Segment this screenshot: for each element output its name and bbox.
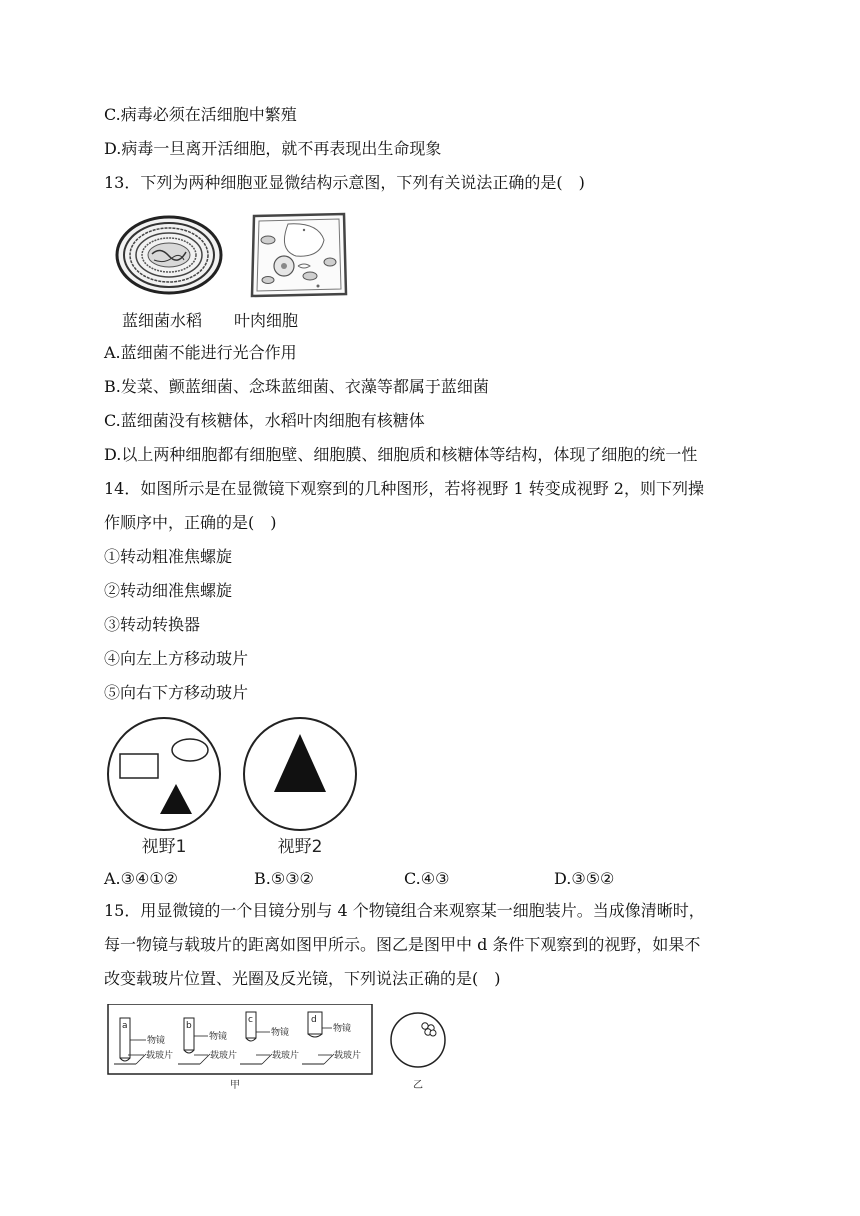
rectangle-shape <box>120 754 158 778</box>
q14-step-3: ③转动转换器 <box>104 615 201 634</box>
q13-option-b: B.发菜、颤蓝细菌、念珠蓝细菌、衣藻等都属于蓝细菌 <box>104 377 489 396</box>
view-1-field <box>108 718 220 830</box>
cyanobacteria-figure <box>114 214 224 296</box>
q14-stem-line-1: 14．如图所示是在显微镜下观察到的几种图形，若将视野 1 转变成视野 2，则下列操 <box>104 479 704 498</box>
figure-yi-label: 乙 <box>413 1080 423 1091</box>
q14-option-b: B.⑤③② <box>254 869 314 888</box>
q12-option-c: C.病毒必须在活细胞中繁殖 <box>104 105 297 124</box>
view-1-label: 视野1 <box>141 837 187 857</box>
cell-1 <box>422 1023 428 1029</box>
q15-stem-line-1: 15．用显微镜的一个目镜分别与 4 个物镜组合来观察某一细胞装片。当成像清晰时， <box>104 901 705 920</box>
svg-text:载玻片: 载玻片 <box>210 1051 238 1061</box>
field-of-view-figure-yi <box>388 1010 448 1094</box>
svg-text:物镜: 物镜 <box>209 1032 228 1042</box>
q14-option-c: C.④③ <box>404 869 450 888</box>
ellipse-shape <box>172 739 208 761</box>
q14-option-d: D.③⑤② <box>554 869 615 888</box>
svg-text:b: b <box>186 1021 192 1031</box>
view-2-field <box>244 718 356 830</box>
svg-text:d: d <box>311 1015 317 1025</box>
q13-figure-caption: 蓝细菌水稻 叶肉细胞 <box>122 311 299 330</box>
svg-text:载玻片: 载玻片 <box>334 1051 362 1061</box>
view-2-label: 视野2 <box>277 837 323 857</box>
svg-text:载玻片: 载玻片 <box>272 1051 300 1061</box>
svg-text:物镜: 物镜 <box>147 1036 166 1046</box>
cell-4 <box>430 1030 436 1036</box>
q14-stem-line-2: 作顺序中，正确的是( ) <box>104 513 277 532</box>
microscope-views-figure <box>104 712 364 860</box>
q15-stem-line-3: 改变载玻片位置、光圈及反光镜，下列说法正确的是( ) <box>104 969 501 988</box>
objective-distance-figure-jia <box>106 1004 376 1094</box>
q14-step-4: ④向左上方移动玻片 <box>104 649 249 668</box>
svg-text:载玻片: 载玻片 <box>146 1051 174 1061</box>
q13-option-c: C.蓝细菌没有核糖体，水稻叶肉细胞有核糖体 <box>104 411 425 430</box>
q14-step-2: ②转动细准焦螺旋 <box>104 581 233 600</box>
figure-jia-label: 甲 <box>230 1080 240 1091</box>
svg-text:c: c <box>248 1015 253 1025</box>
q14-option-a: A.③④①② <box>104 869 179 888</box>
svg-text:物镜: 物镜 <box>271 1028 290 1038</box>
q12-option-d: D.病毒一旦离开活细胞，就不再表现出生命现象 <box>104 139 442 158</box>
svg-text:物镜: 物镜 <box>333 1024 352 1034</box>
q13-option-a: A.蓝细菌不能进行光合作用 <box>104 343 297 362</box>
q13-option-d: D.以上两种细胞都有细胞壁、细胞膜、细胞质和核糖体等结构，体现了细胞的统一性 <box>104 445 698 464</box>
q14-step-1: ①转动粗准焦螺旋 <box>104 547 233 566</box>
leaf-mesophyll-cell-figure <box>248 210 350 300</box>
q13-stem: 13．下列为两种细胞亚显微结构示意图，下列有关说法正确的是( ) <box>104 173 585 192</box>
q14-step-5: ⑤向右下方移动玻片 <box>104 683 249 702</box>
q15-stem-line-2: 每一物镜与载玻片的距离如图甲所示。图乙是图甲中 d 条件下观察到的视野，如果不 <box>104 935 701 954</box>
svg-text:a: a <box>122 1021 128 1031</box>
